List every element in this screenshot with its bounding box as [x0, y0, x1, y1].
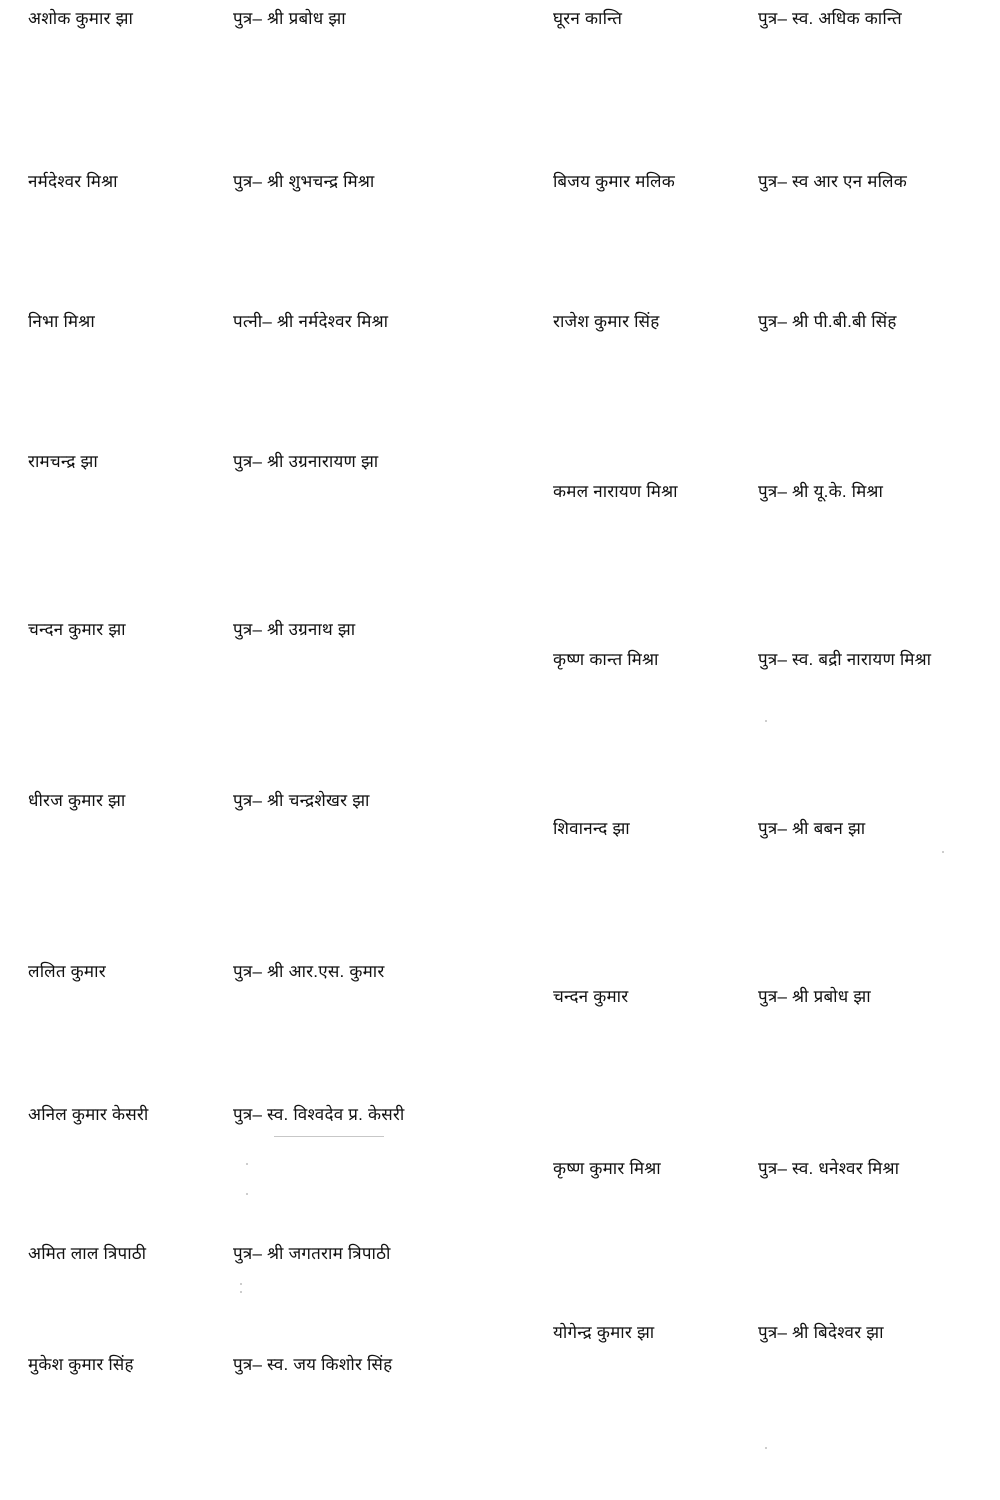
person-name: अमित लाल त्रिपाठी: [28, 1244, 147, 1263]
scan-speck: [942, 851, 944, 853]
list-item: [553, 481, 883, 503]
list-item: [28, 1243, 391, 1265]
person-name: ललित कुमार: [28, 962, 106, 981]
person-name: योगेन्द्र कुमार झा: [553, 1323, 655, 1342]
list-item: [28, 1104, 405, 1126]
list-item: [553, 818, 865, 840]
person-relation: पुत्र– श्री उग्रनारायण झा: [233, 452, 379, 471]
list-item: [28, 311, 388, 333]
person-relation: पुत्र– स्व. धनेश्वर मिश्रा: [758, 1159, 900, 1178]
list-item: [28, 1354, 392, 1376]
list-item: [553, 1322, 884, 1344]
scan-speck: [246, 1193, 248, 1195]
person-name: चन्दन कुमार: [553, 987, 629, 1006]
person-relation: पुत्र– श्री आर.एस. कुमार: [233, 962, 385, 981]
person-relation: पुत्र– श्री चन्द्रशेखर झा: [233, 791, 370, 810]
person-relation: पुत्र– श्री उग्रनाथ झा: [233, 620, 356, 639]
person-name: बिजय कुमार मलिक: [553, 172, 675, 191]
list-item: [553, 1158, 899, 1180]
column-right: [520, 0, 1000, 1500]
person-relation: पुत्र– स्व. विश्वदेव प्र. केसरी: [233, 1105, 405, 1124]
person-relation: पुत्र– श्री जगतराम त्रिपाठी: [233, 1244, 391, 1263]
person-relation: पुत्र– स्व. अधिक कान्ति: [758, 9, 902, 28]
person-name: चन्दन कुमार झा: [28, 620, 126, 639]
person-name: निभा मिश्रा: [28, 312, 95, 331]
person-relation: पुत्र– श्री शुभचन्द्र मिश्रा: [233, 172, 375, 191]
person-relation: पुत्र– श्री यू.के. मिश्रा: [758, 482, 884, 501]
person-relation: पुत्र– श्री प्रबोध झा: [233, 9, 346, 28]
person-relation: पुत्र– स्व. जय किशोर सिंह: [233, 1355, 393, 1374]
list-item: [28, 619, 355, 641]
underline-artifact: [274, 1136, 384, 1137]
scan-speck: [765, 1447, 767, 1449]
person-relation: पत्नी– श्री नर्मदेश्वर मिश्रा: [233, 312, 389, 331]
person-name: अनिल कुमार केसरी: [28, 1105, 149, 1124]
scan-speck: [240, 1291, 242, 1293]
person-name: अशोक कुमार झा: [28, 9, 134, 28]
person-name: कृष्ण कुमार मिश्रा: [553, 1159, 661, 1178]
person-name: शिवानन्द झा: [553, 819, 630, 838]
person-relation: पुत्र– श्री बबन झा: [758, 819, 866, 838]
list-item: [28, 451, 378, 473]
person-name: मुकेश कुमार सिंह: [28, 1355, 134, 1374]
person-relation: पुत्र– स्व. बद्री नारायण मिश्रा: [758, 650, 932, 669]
list-item: [28, 171, 375, 193]
scan-speck: [765, 720, 767, 722]
list-item: [28, 961, 385, 983]
person-relation: पुत्र– श्री प्रबोध झा: [758, 987, 871, 1006]
list-item: [553, 171, 907, 193]
list-item: [553, 649, 931, 671]
list-item: [28, 8, 346, 30]
person-name: कमल नारायण मिश्रा: [553, 482, 678, 501]
scan-speck: [246, 1163, 248, 1165]
person-relation: पुत्र– श्री पी.बी.बी सिंह: [758, 312, 897, 331]
person-name: राजेश कुमार सिंह: [553, 312, 660, 331]
list-item: [28, 790, 370, 812]
person-name: रामचन्द्र झा: [28, 452, 98, 471]
list-item: [553, 8, 902, 30]
person-name: धीरज कुमार झा: [28, 791, 126, 810]
person-name: नर्मदेश्वर मिश्रा: [28, 172, 118, 191]
person-relation: पुत्र– स्व आर एन मलिक: [758, 172, 907, 191]
list-item: [553, 311, 897, 333]
scan-speck: [240, 1283, 242, 1285]
person-name: घूरन कान्ति: [553, 9, 623, 28]
person-name: कृष्ण कान्त मिश्रा: [553, 650, 659, 669]
person-relation: पुत्र– श्री बिदेश्वर झा: [758, 1323, 884, 1342]
list-item: [553, 986, 871, 1008]
